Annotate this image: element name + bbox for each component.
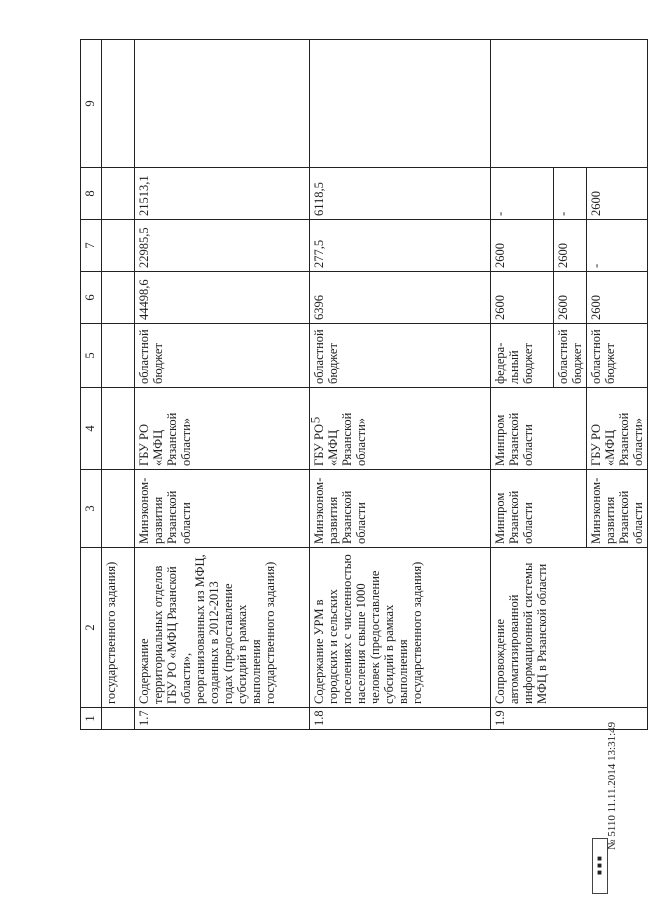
cell-recipient: ГБУ РО «МФЦ Рязанской области»	[135, 388, 310, 470]
cell-name: Сопровождение автоматизированной информационной системы МФЦ в Рязанской области	[491, 548, 648, 708]
cell-name: Содержание территориальных отделов ГБУ РО «МФЦ Рязанской области», реорганизованных из МФЦ, созданных в 2012-2013 годах (предоставление субсидий в рамках выполнения государственного задания)	[135, 548, 310, 708]
table-row	[310, 40, 491, 730]
cell-year1: -	[587, 220, 648, 272]
cell-num	[102, 708, 135, 730]
cell-total: 2600	[554, 272, 587, 324]
registration-stamp	[592, 620, 618, 892]
program-table	[80, 39, 648, 730]
cell-year2: -	[554, 168, 587, 220]
header-cell: 7	[81, 220, 102, 272]
header-row	[81, 40, 102, 730]
cell-recipient: Минпром Рязанской области	[491, 388, 587, 470]
cell	[102, 220, 135, 272]
cell-total: 44498,6	[135, 272, 310, 324]
cell-total: 6396	[310, 272, 491, 324]
cell	[102, 388, 135, 470]
table-row	[491, 40, 554, 730]
cell-year3	[491, 40, 648, 168]
header-cell: 6	[81, 272, 102, 324]
cell	[102, 168, 135, 220]
cell	[102, 324, 135, 388]
cell-recipient: ГБУ РО «МФЦ Рязанской области»	[587, 388, 648, 470]
header-cell: 2	[81, 548, 102, 708]
cell-name: государственного задания)	[102, 548, 135, 708]
cell-year1: 22985,5	[135, 220, 310, 272]
cell	[102, 40, 135, 168]
cell-year2: 6118,5	[310, 168, 491, 220]
cell-year3	[135, 40, 310, 168]
cell-num: 1.8	[310, 708, 491, 730]
cell-source: федера-льный бюджет	[491, 324, 554, 388]
header-cell: 4	[81, 388, 102, 470]
cell-total: 2600	[587, 272, 648, 324]
cell-year1: 2600	[491, 220, 554, 272]
cell-source: областной бюджет	[310, 324, 491, 388]
cell-year2: -	[491, 168, 554, 220]
cell-source: областной бюджет	[135, 324, 310, 388]
header-cell: 9	[81, 40, 102, 168]
cell-executor: Минпром Рязанской области	[491, 470, 587, 548]
cell-name: Содержание УРМ в городских и сельских поселениях с численностью населения свыше 1000 человек (предоставление субсидий в рамках выполнения государственного задания)	[310, 548, 491, 708]
cell-source: областной бюджет	[554, 324, 587, 388]
cell	[102, 470, 135, 548]
table-row	[135, 40, 310, 730]
cell-num: 1.7	[135, 708, 310, 730]
header-cell: 3	[81, 470, 102, 548]
cell-executor: Минэконом-развития Рязанской области	[310, 470, 491, 548]
cell	[102, 272, 135, 324]
header-cell: 5	[81, 324, 102, 388]
header-cell: 1	[81, 708, 102, 730]
stamp-text: № 5110 11.11.2014 13:31:49	[606, 721, 618, 850]
cell-year1: 2600	[554, 220, 587, 272]
stamp-logo-icon: ◼◼◼	[592, 838, 608, 894]
header-cell: 8	[81, 168, 102, 220]
table-row	[102, 40, 135, 730]
cell-executor: Минэконом-развития Рязанской области	[587, 470, 648, 548]
cell-num: 1.9	[491, 708, 648, 730]
cell-executor: Минэконом-развития Рязанской области	[135, 470, 310, 548]
rotated-table-wrapper	[80, 40, 645, 730]
cell-year2: 21513,1	[135, 168, 310, 220]
cell-year3	[310, 40, 491, 168]
page-number: 5	[307, 416, 323, 424]
cell-year2: 2600	[587, 168, 648, 220]
cell-total: 2600	[491, 272, 554, 324]
cell-source: областной бюджет	[587, 324, 648, 388]
cell-recipient: ГБУ РО «МФЦ Рязанской области»	[310, 388, 491, 470]
cell-year1: 277,5	[310, 220, 491, 272]
